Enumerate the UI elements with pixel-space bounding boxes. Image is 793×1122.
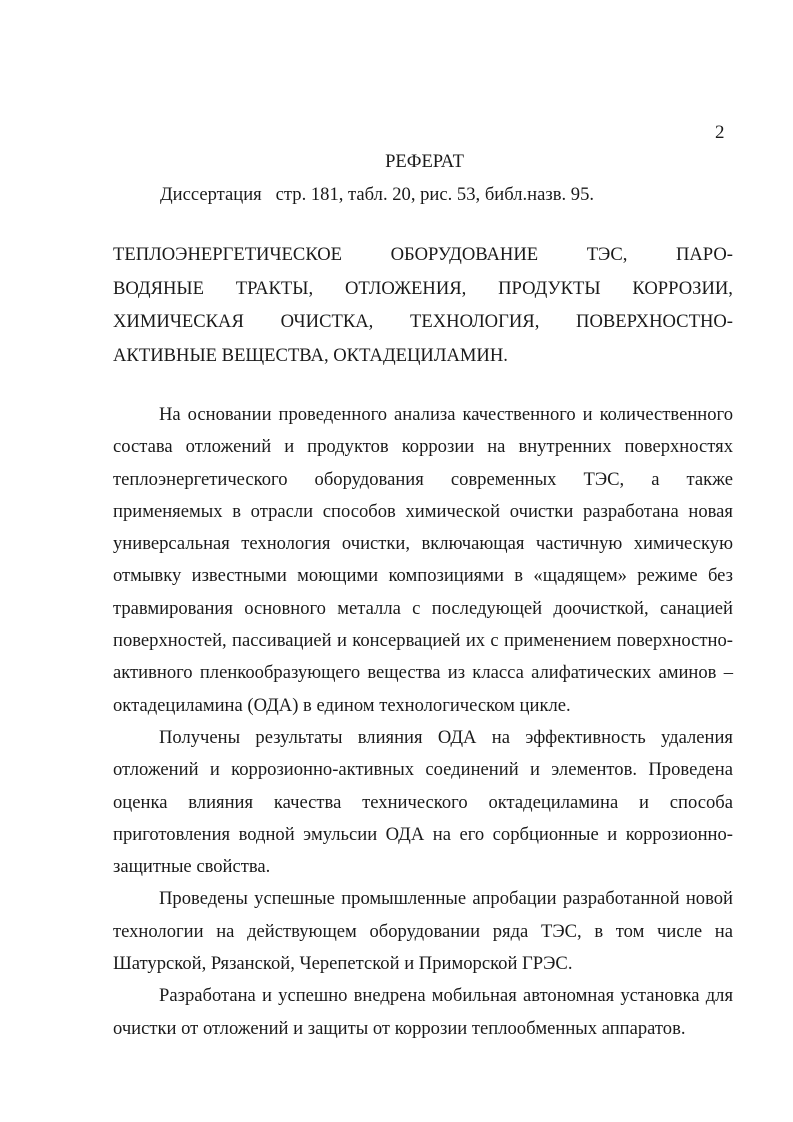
keyword: ПРОДУКТЫ: [498, 277, 601, 299]
text-line: универсальная технология очистки, включающая частичную химическую: [113, 533, 733, 555]
text-line: травмирования основного металла с последующей доочисткой, санацией: [113, 597, 733, 619]
keyword: ТЭС,: [586, 244, 628, 265]
keywords-block: [113, 238, 733, 372]
text-line: очистки от отложений и защиты от коррозии теплообменных аппаратов.: [113, 1017, 686, 1039]
keyword: ТРАКТЫ,: [235, 277, 314, 299]
text-line: защитные свойства.: [113, 856, 271, 878]
paragraph: [113, 399, 733, 722]
keyword: ОБОРУДОВАНИЕ: [390, 244, 539, 265]
keyword: ПАРО-: [675, 244, 733, 265]
text-line: применяемых в отрасли способов химической очистки разработана новая: [113, 500, 733, 522]
keyword: ТЕХНОЛОГИЯ,: [410, 311, 540, 332]
keyword: ТЕПЛОЭНЕРГЕТИЧЕСКОЕ: [113, 244, 343, 265]
keywords-line: [113, 238, 733, 272]
text-line: Получены результаты влияния ОДА на эффективность удаления: [159, 726, 733, 748]
text-line: теплоэнергетического оборудования современных ТЭС, а также: [113, 468, 733, 490]
text-line: Проведены успешные промышленные апробации разработанной новой: [159, 888, 733, 910]
text-line: активного пленкообразующего вещества из класса алифатических аминов –: [113, 662, 733, 684]
abstract-body: [113, 399, 733, 1045]
text-line: отмывку известными моющими композициями в «щадящем» режиме без: [113, 565, 733, 587]
text-line: технологии на действующем оборудовании ряда ТЭС, в том числе на: [113, 920, 733, 942]
keyword: ОТЛОЖЕНИЯ,: [344, 277, 467, 299]
text-line: поверхностей, пассивацией и консервацией их с применением поверхностно-: [113, 630, 733, 652]
keyword: ОЧИСТКА,: [280, 311, 374, 332]
page-title: РЕФЕРАТ: [385, 151, 464, 172]
text-line: На основании проведенного анализа качественного и количественного: [159, 404, 733, 425]
text-line: приготовления водной эмульсии ОДА на его сорбционные и коррозионно-: [113, 823, 733, 845]
keywords-line: [113, 305, 733, 339]
keyword: АКТИВНЫЕ ВЕЩЕСТВА, ОКТАДЕЦИЛАМИН.: [113, 344, 508, 366]
text-line: отложений и коррозионно-активных соединений и элементов. Проведена: [113, 759, 733, 781]
keyword: ХИМИЧЕСКАЯ: [113, 311, 244, 332]
keywords-line: [113, 272, 733, 306]
keyword: КОРРОЗИИ,: [632, 277, 733, 299]
keyword: ПОВЕРХНОСТНО-: [576, 311, 733, 332]
text-line: Разработана и успешно внедрена мобильная автономная установка для: [159, 985, 733, 1007]
text-line: Шатурской, Рязанской, Черепетской и Приморской ГРЭС.: [113, 953, 573, 975]
dissertation-info: Диссертация стр. 181, табл. 20, рис. 53, библ.назв. 95.: [160, 184, 595, 205]
text-line: состава отложений и продуктов коррозии на внутренних поверхностях: [113, 436, 733, 458]
page-number: 2: [715, 122, 725, 143]
keywords-line: [113, 339, 733, 373]
paragraph: [113, 883, 733, 980]
paragraph: [113, 980, 733, 1045]
text-line: октадециламина (ОДА) в едином технологическом цикле.: [113, 694, 571, 716]
keyword: ВОДЯНЫЕ: [113, 277, 204, 299]
paragraph: [113, 722, 733, 883]
text-line: оценка влияния качества технического октадециламина и способа: [113, 791, 733, 813]
